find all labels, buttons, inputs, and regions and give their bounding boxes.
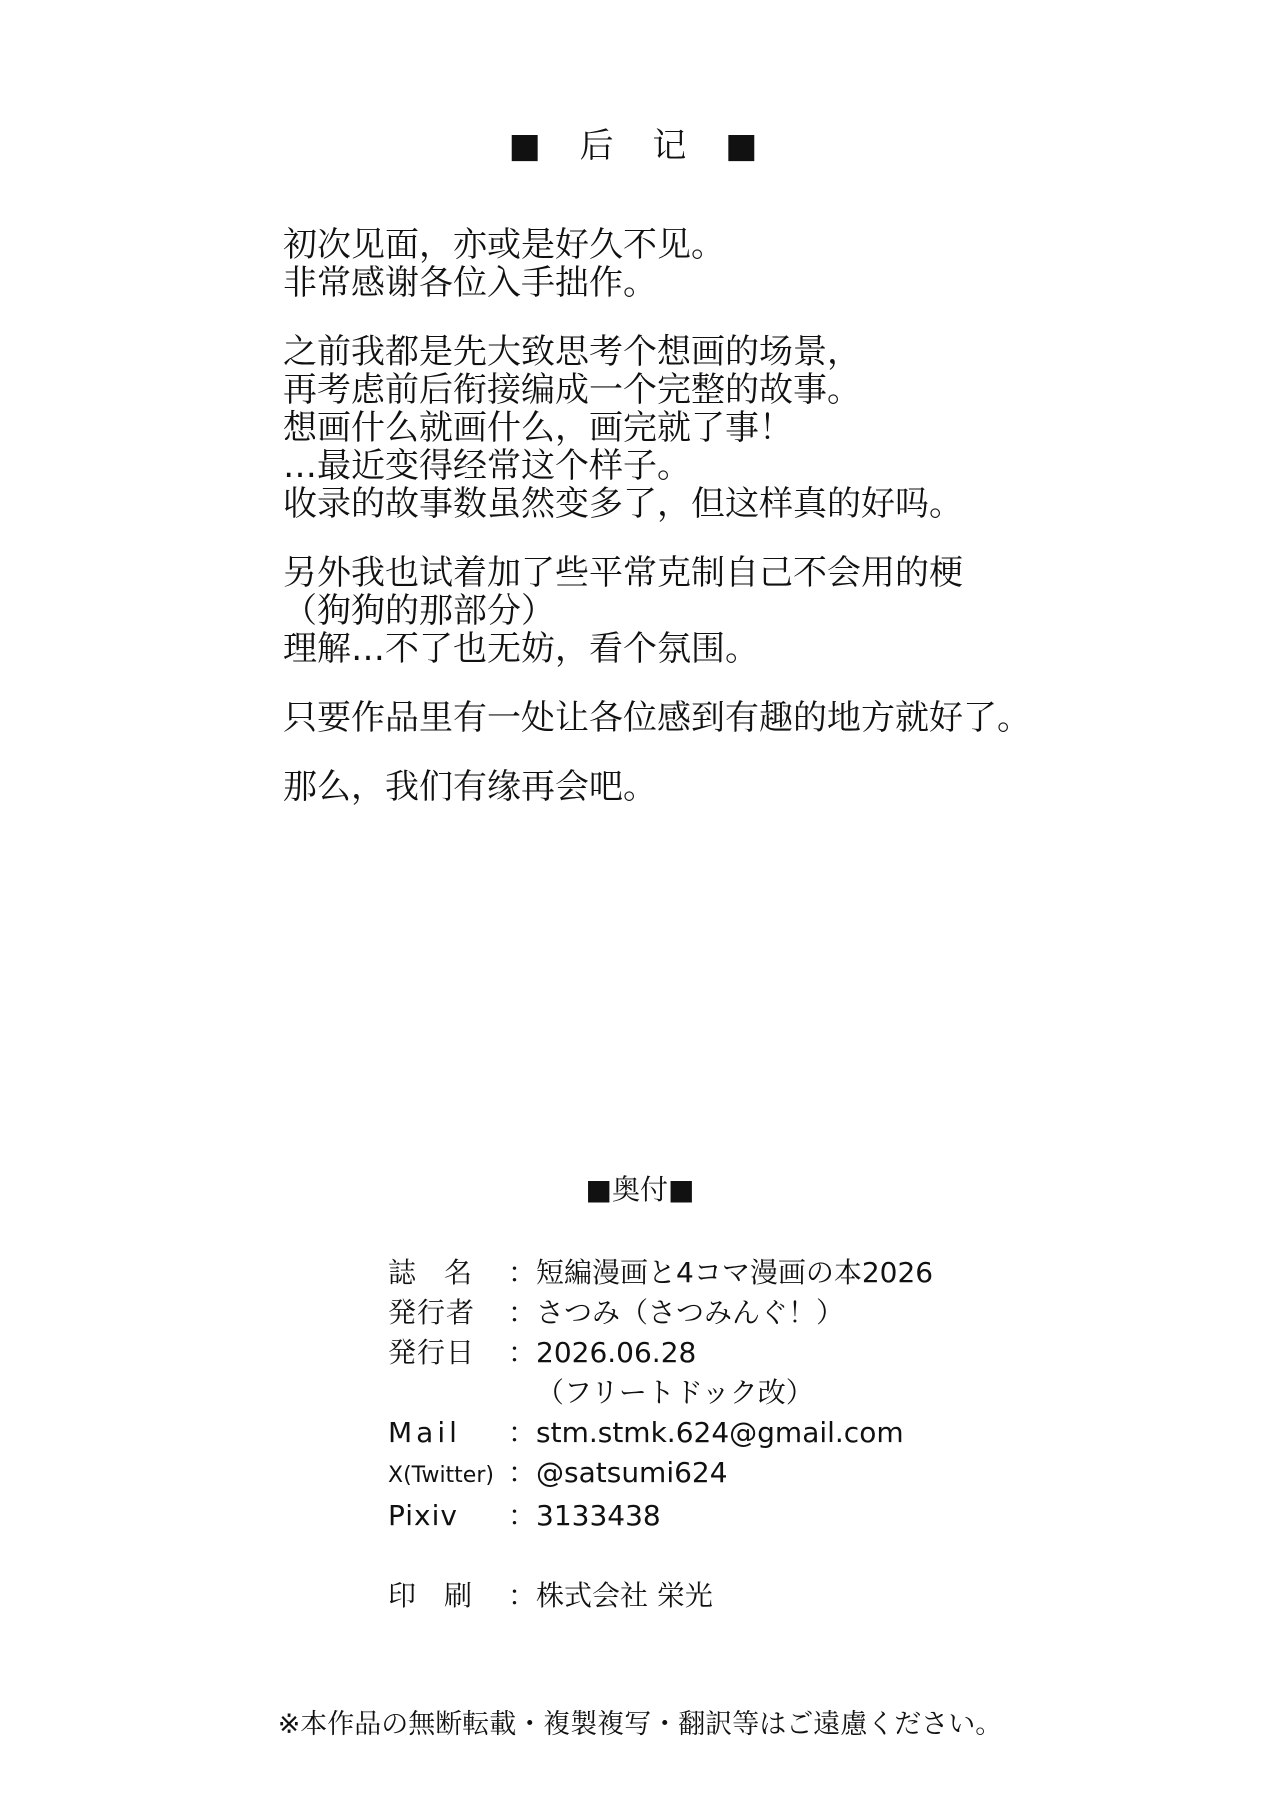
colophon-separator: ：: [508, 1336, 537, 1369]
colophon-separator: ：: [508, 1456, 537, 1489]
colophon-value: 短編漫画と4コマ漫画の本2026: [536, 1256, 934, 1289]
afterword-line: 初次见面，亦或是好久不见。: [283, 225, 725, 265]
colophon-label-text: X(Twitter): [388, 1463, 494, 1488]
colophon-value: さつみ（さつみんぐ！）: [536, 1296, 845, 1329]
afterword-line: （狗狗的那部分）: [283, 591, 555, 631]
afterword-paragraph: [283, 554, 1183, 668]
colophon: [388, 1253, 1088, 1616]
colophon-label: 発行者: [388, 1296, 476, 1329]
afterword-line: 再考虑前后衔接编成一个完整的故事。: [283, 370, 861, 410]
colophon-separator: ：: [508, 1416, 537, 1449]
colophon-label: 誌名: [388, 1256, 501, 1289]
colophon-row-date: [388, 1333, 1088, 1413]
colophon-row-publisher: [388, 1293, 1088, 1333]
colophon-values: [536, 1293, 844, 1333]
colophon-value: stm.stmk.624@gmail.com: [536, 1416, 904, 1449]
afterword-paragraph: [283, 226, 1183, 302]
afterword-paragraph: [283, 333, 1183, 523]
afterword-line: 另外我也试着加了些平常克制自己不会用的梗: [283, 553, 963, 593]
afterword-paragraph: [283, 699, 1183, 737]
afterword-line: 那么，我们有缘再会吧。: [283, 767, 657, 807]
colophon-separator: ：: [508, 1296, 537, 1329]
colophon-row-twitter: [388, 1453, 1088, 1496]
afterword-line: 非常感谢各位入手拙作。: [283, 263, 657, 303]
copyright-notice: ※本作品の無断転載・複製複写・翻訳等はご遠慮ください。: [277, 1709, 1003, 1740]
colophon-label: 印刷: [388, 1579, 501, 1612]
colophon-value: 株式会社 栄光: [536, 1579, 713, 1612]
colophon-values: [536, 1413, 904, 1453]
colophon-title: ■奥付■: [585, 1173, 695, 1206]
afterword-body: [283, 226, 1183, 837]
colophon-values: [536, 1576, 713, 1616]
afterword-line: 想画什么就画什么，画完就了事！: [283, 408, 793, 448]
afterword-line: 只要作品里有一处让各位感到有趣的地方就好了。: [283, 698, 1031, 738]
afterword-line: 理解…不了也无妨，看个氛围。: [283, 629, 759, 669]
colophon-value: @satsumi624: [536, 1456, 728, 1489]
colophon-label: Pixiv: [388, 1499, 458, 1532]
colophon-value: （フリートドック改）: [536, 1376, 814, 1409]
afterword-line: 之前我都是先大致思考个想画的场景，: [283, 332, 861, 372]
colophon-value: 3133438: [536, 1499, 661, 1532]
afterword-paragraph: [283, 768, 1183, 806]
colophon-values: [536, 1333, 814, 1413]
colophon-value: 2026.06.28: [536, 1336, 697, 1369]
colophon-values: [536, 1453, 728, 1493]
afterword-line: 收录的故事数虽然变多了，但这样真的好吗。: [283, 484, 963, 524]
afterword-line: …最近变得经常这个样子。: [283, 446, 691, 486]
colophon-label: [388, 1453, 508, 1496]
colophon-row-mail: [388, 1413, 1088, 1453]
colophon-separator: ：: [508, 1579, 537, 1612]
colophon-row-pixiv: [388, 1496, 1088, 1536]
colophon-row-printer: [388, 1576, 1088, 1616]
colophon-values: [536, 1496, 661, 1536]
colophon-separator: ：: [508, 1499, 537, 1532]
colophon-label: Mail: [388, 1416, 461, 1449]
colophon-label: 発行日: [388, 1336, 476, 1369]
colophon-separator: ：: [508, 1256, 537, 1289]
colophon-values: [536, 1253, 933, 1293]
afterword-title: ■ 后 记 ■: [508, 126, 772, 166]
colophon-row-title: [388, 1253, 1088, 1293]
